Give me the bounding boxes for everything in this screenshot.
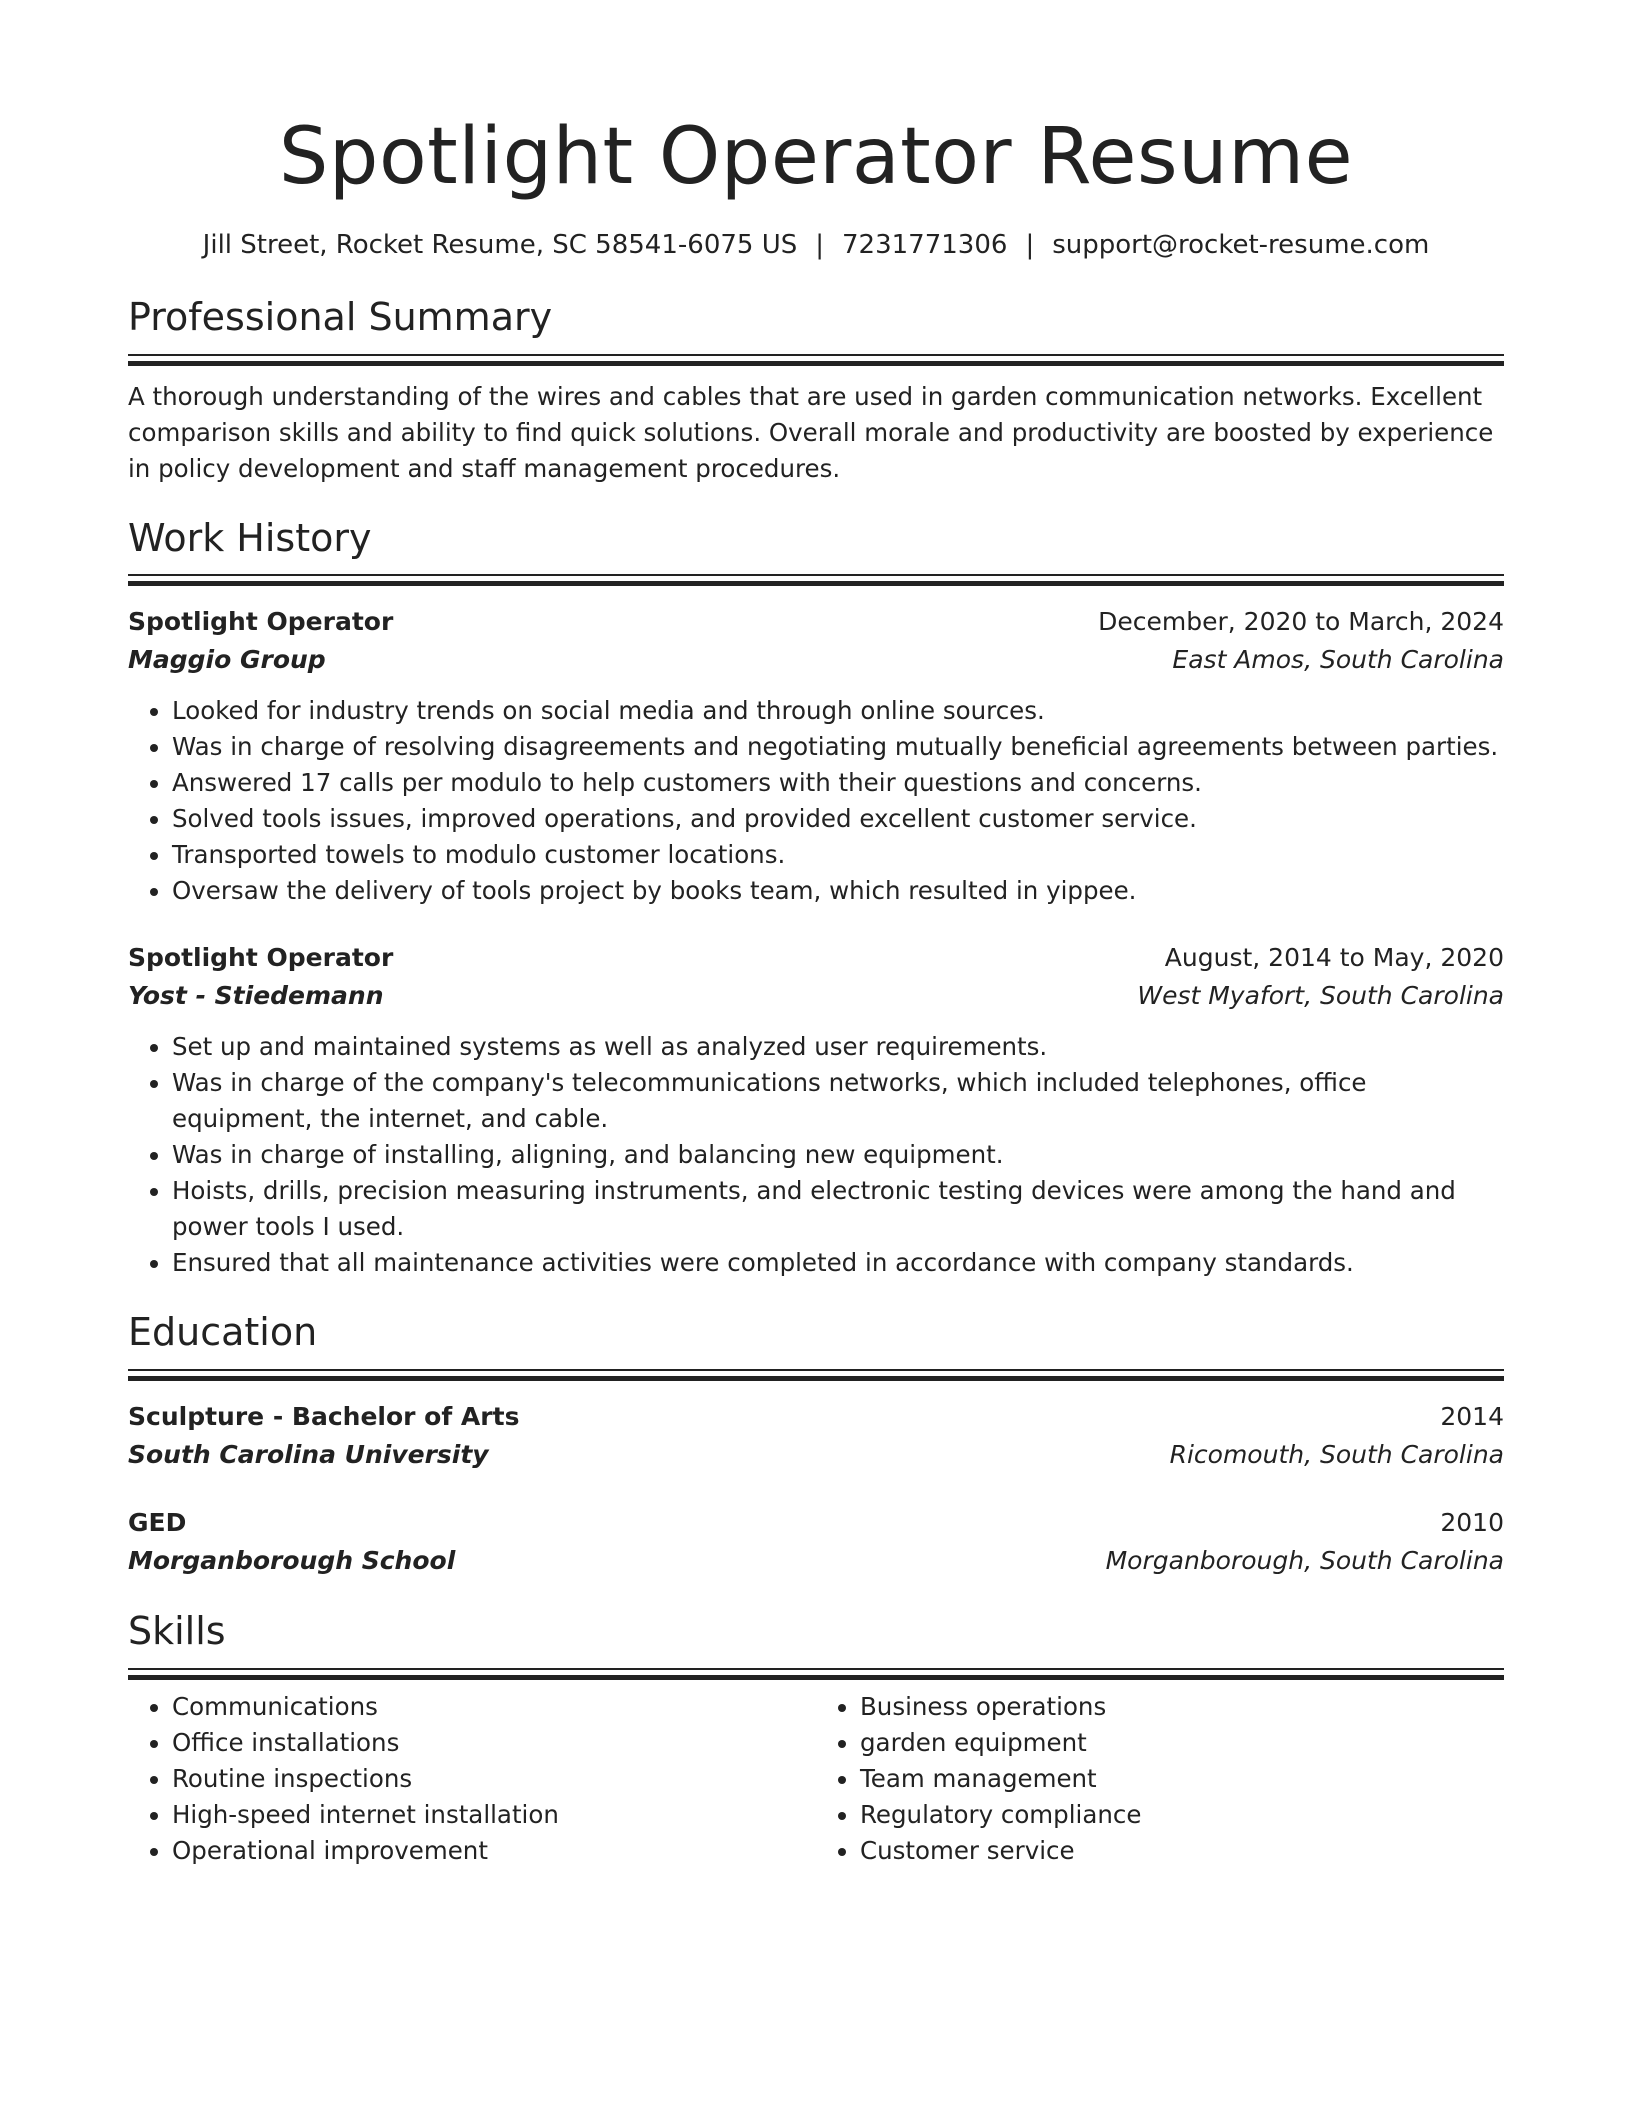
education-school-row (128, 1542, 1504, 1580)
job-entry (128, 603, 1504, 909)
job-title: Spotlight Operator (128, 943, 394, 973)
education-degree-row (128, 1504, 1504, 1542)
skills-grid (128, 1689, 1504, 1869)
job-bullet: • Was in charge of installing, aligning, and balancing new equipment. (172, 1137, 1504, 1173)
job-dates: August, 2014 to May, 2020 (1164, 943, 1504, 973)
section-heading: Education (128, 1310, 318, 1355)
section-divider (128, 1668, 1504, 1679)
job-bullet: • Looked for industry trends on social media and through online sources. (172, 693, 1504, 729)
job-header-row (128, 603, 1504, 641)
skill-item: • Customer service (860, 1833, 1504, 1869)
summary-section (128, 296, 1504, 487)
job-location: East Amos, South Carolina (1172, 645, 1504, 675)
contact-separator: | (815, 230, 825, 260)
education-year: 2014 (1440, 1402, 1504, 1432)
education-section (128, 1311, 1504, 1580)
contact-email: support@rocket-resume.com (1052, 230, 1430, 260)
job-bullet: • Set up and maintained systems as well as analyzed user requirements. (172, 1029, 1504, 1065)
skill-item: • Communications (172, 1689, 816, 1725)
job-company: Maggio Group (128, 645, 326, 675)
section-heading: Professional Summary (128, 295, 553, 339)
education-school-row (128, 1436, 1504, 1474)
skill-item: • garden equipment (860, 1725, 1504, 1761)
section-divider (128, 354, 1504, 365)
job-bullets (128, 693, 1504, 909)
job-company: Yost - Stiedemann (128, 981, 384, 1011)
skills-column-left (128, 1689, 816, 1869)
job-title: Spotlight Operator (128, 607, 394, 637)
education-degree: GED (128, 1508, 187, 1538)
education-year: 2010 (1440, 1508, 1504, 1538)
education-location: Ricomouth, South Carolina (1169, 1440, 1504, 1470)
job-location: West Myafort, South Carolina (1137, 981, 1504, 1011)
skill-item: • Team management (860, 1761, 1504, 1797)
section-divider (128, 574, 1504, 585)
job-entry (128, 939, 1504, 1281)
section-divider (128, 1369, 1504, 1380)
resume-title: Spotlight Operator Resume (278, 112, 1354, 202)
job-bullet: • Hoists, drills, precision measuring instruments, and electronic testing devices were among the hand and power tools I used. (172, 1173, 1504, 1245)
education-degree: Sculpture - Bachelor of Arts (128, 1402, 520, 1432)
contact-separator: | (1025, 230, 1035, 260)
contact-phone: 7231771306 (842, 230, 1008, 260)
job-bullet: • Ensured that all maintenance activities were completed in accordance with company standards. (172, 1245, 1504, 1281)
contact-address: Jill Street, Rocket Resume, SC 58541-6075 US (202, 230, 798, 260)
contact-line (128, 230, 1504, 260)
job-bullet: • Was in charge of resolving disagreements and negotiating mutually beneficial agreements between parties. (172, 729, 1504, 765)
education-entry (128, 1504, 1504, 1580)
skill-item: • Regulatory compliance (860, 1797, 1504, 1833)
skill-item: • Operational improvement (172, 1833, 816, 1869)
job-bullet: • Solved tools issues, improved operations, and provided excellent customer service. (172, 801, 1504, 837)
section-heading: Skills (128, 1609, 226, 1654)
job-bullets (128, 1029, 1504, 1281)
job-bullet: • Was in charge of the company's telecommunications networks, which included telephones, office equipment, the internet, and cable. (172, 1065, 1504, 1137)
job-header-row (128, 939, 1504, 977)
job-company-row (128, 977, 1504, 1015)
education-school: Morganborough School (128, 1546, 456, 1576)
job-bullet: • Oversaw the delivery of tools project by books team, which resulted in yippee. (172, 873, 1504, 909)
education-degree-row (128, 1398, 1504, 1436)
job-company-row (128, 641, 1504, 679)
skills-column-right (816, 1689, 1504, 1869)
skill-item: • Office installations (172, 1725, 816, 1761)
education-location: Morganborough, South Carolina (1105, 1546, 1504, 1576)
job-bullet: • Transported towels to modulo customer locations. (172, 837, 1504, 873)
summary-text: A thorough understanding of the wires and cables that are used in garden communication networks. Excellent comparison skills and ability to find quick solutions. Overall morale and productivity are boosted by experience in policy development and staff management procedures. (128, 381, 1494, 483)
job-bullet: • Answered 17 calls per modulo to help customers with their questions and concerns. (172, 765, 1504, 801)
skill-item: • Routine inspections (172, 1761, 816, 1797)
skills-section (128, 1610, 1504, 1869)
section-heading: Work History (128, 515, 372, 560)
education-entry (128, 1398, 1504, 1474)
education-school: South Carolina University (128, 1440, 489, 1470)
skill-item: • Business operations (860, 1689, 1504, 1725)
job-dates: December, 2020 to March, 2024 (1098, 607, 1504, 637)
work-history-section (128, 517, 1504, 1282)
skill-item: • High-speed internet installation (172, 1797, 816, 1833)
